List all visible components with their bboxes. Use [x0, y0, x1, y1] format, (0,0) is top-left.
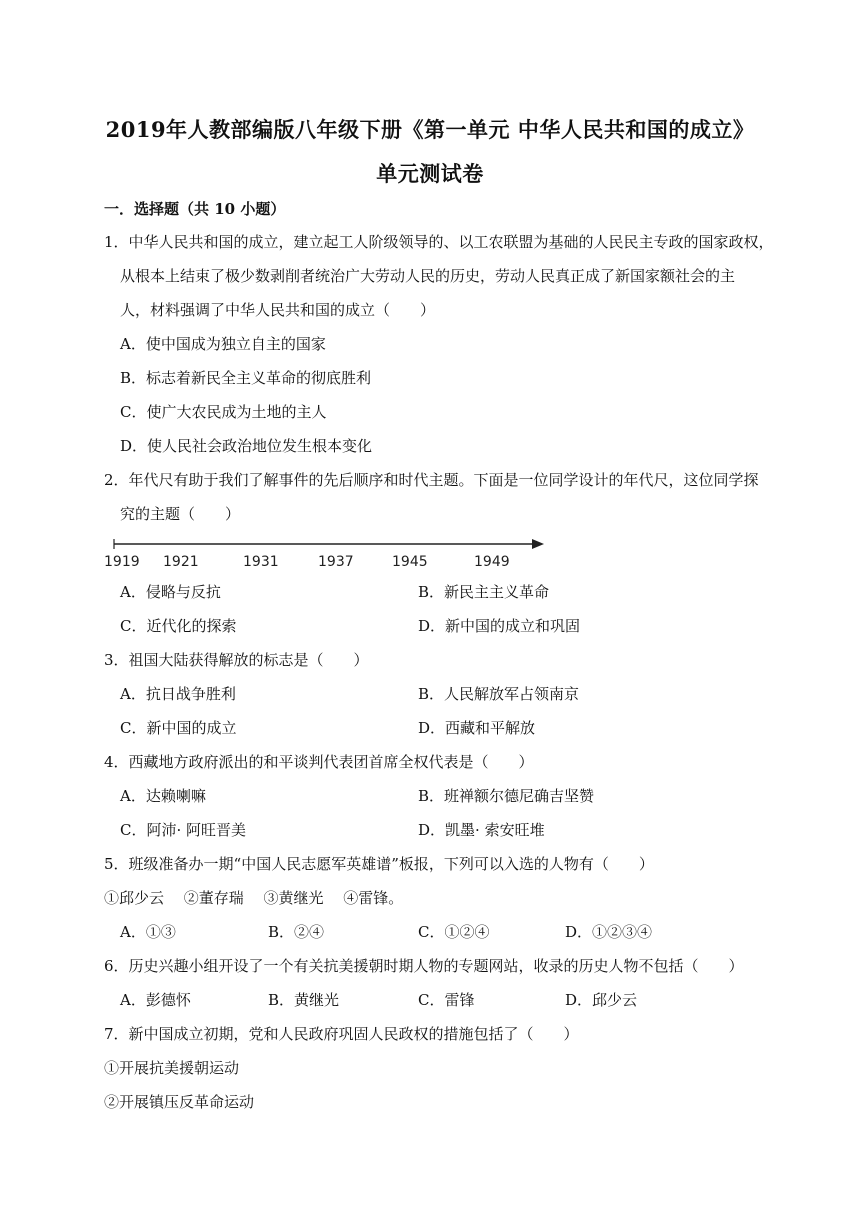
- timeline-label-1921: 1921: [163, 554, 199, 570]
- page-subtitle: 单元测试卷: [376, 161, 484, 186]
- timeline-label-1937: 1937: [318, 554, 354, 570]
- q3-option-b: B．人民解放军占领南京: [418, 685, 580, 703]
- q2-option-c: C．近代化的探索: [120, 617, 237, 635]
- q6-option-c: C．雷锋: [418, 991, 475, 1009]
- q7-stem: 7．新中国成立初期，党和人民政府巩固人民政权的措施包括了（ ）: [104, 1025, 579, 1043]
- q6-option-d: D．邱少云: [565, 991, 638, 1009]
- q1-option-c: C．使广大农民成为土地的主人: [120, 403, 327, 421]
- q4-option-a: A．达赖喇嘛: [120, 787, 206, 805]
- q6-option-a: A．彭德怀: [120, 991, 191, 1009]
- q1-stem-line1: 1．中华人民共和国的成立，建立起工人阶级领导的、以工农联盟为基础的人民民主专政的国家政权，: [104, 233, 774, 251]
- q5-option-b: B．②④: [268, 923, 325, 941]
- q7-item-2: ②开展镇压反革命运动: [104, 1093, 255, 1111]
- q5-items: ①邱少云 ②董存瑞 ③黄继光 ④雷锋。: [104, 889, 404, 907]
- q5-option-a: A．①③: [120, 923, 176, 941]
- timeline-label-1931: 1931: [243, 554, 279, 570]
- q4-stem: 4．西藏地方政府派出的和平谈判代表团首席全权代表是（ ）: [104, 753, 534, 771]
- q1-option-d: D．使人民社会政治地位发生根本变化: [120, 437, 373, 455]
- timeline-figure: [104, 538, 544, 572]
- q2-option-d: D．新中国的成立和巩固: [418, 617, 581, 635]
- q5-option-d: D．①②③④: [565, 923, 653, 941]
- q3-option-c: C．新中国的成立: [120, 719, 237, 737]
- q5-option-c: C．①②④: [418, 923, 490, 941]
- timeline-arrowhead: [532, 539, 544, 549]
- q6-stem: 6．历史兴趣小组开设了一个有关抗美援朝时期人物的专题网站，收录的历史人物不包括（ ）: [104, 957, 744, 975]
- timeline-label-1949: 1949: [474, 554, 510, 570]
- section-heading: 一．选择题（共 10 小题）: [104, 200, 286, 218]
- q3-option-d: D．西藏和平解放: [418, 719, 536, 737]
- q4-option-d: D．凯墨· 索安旺堆: [418, 821, 545, 839]
- timeline-label-1945: 1945: [392, 554, 428, 570]
- q3-option-a: A．抗日战争胜利: [120, 685, 236, 703]
- q4-option-b: B．班禅额尔德尼确吉坚赞: [418, 787, 595, 805]
- q2-option-b: B．新民主主义革命: [418, 583, 550, 601]
- q2-stem-line1: 2．年代尺有助于我们了解事件的先后顺序和时代主题。下面是一位同学设计的年代尺，这位同学探: [104, 471, 759, 489]
- q2-option-a: A．侵略与反抗: [120, 583, 221, 601]
- page-title: 2019年人教部编版八年级下册《第一单元 中华人民共和国的成立》: [105, 117, 755, 142]
- q1-option-b: B．标志着新民全主义革命的彻底胜利: [120, 369, 372, 387]
- q1-stem-line2: 从根本上结束了极少数剥削者统治广大劳动人民的历史，劳动人民真正成了新国家额社会的主: [120, 267, 736, 285]
- q1-option-a: A．使中国成为独立自主的国家: [120, 335, 326, 353]
- timeline-label-1919: 1919: [104, 554, 140, 570]
- q3-stem: 3．祖国大陆获得解放的标志是（ ）: [104, 651, 369, 669]
- q2-stem-line2: 究的主题（ ）: [120, 505, 241, 523]
- q7-item-1: ①开展抗美援朝运动: [104, 1059, 240, 1077]
- q1-stem-line3: 人，材料强调了中华人民共和国的成立（ ）: [120, 301, 436, 319]
- q6-option-b: B．黄继光: [268, 991, 340, 1009]
- q5-stem: 5．班级准备办一期“中国人民志愿军英雄谱”板报，下列可以入选的人物有（ ）: [104, 855, 654, 873]
- q4-option-c: C．阿沛· 阿旺晋美: [120, 821, 247, 839]
